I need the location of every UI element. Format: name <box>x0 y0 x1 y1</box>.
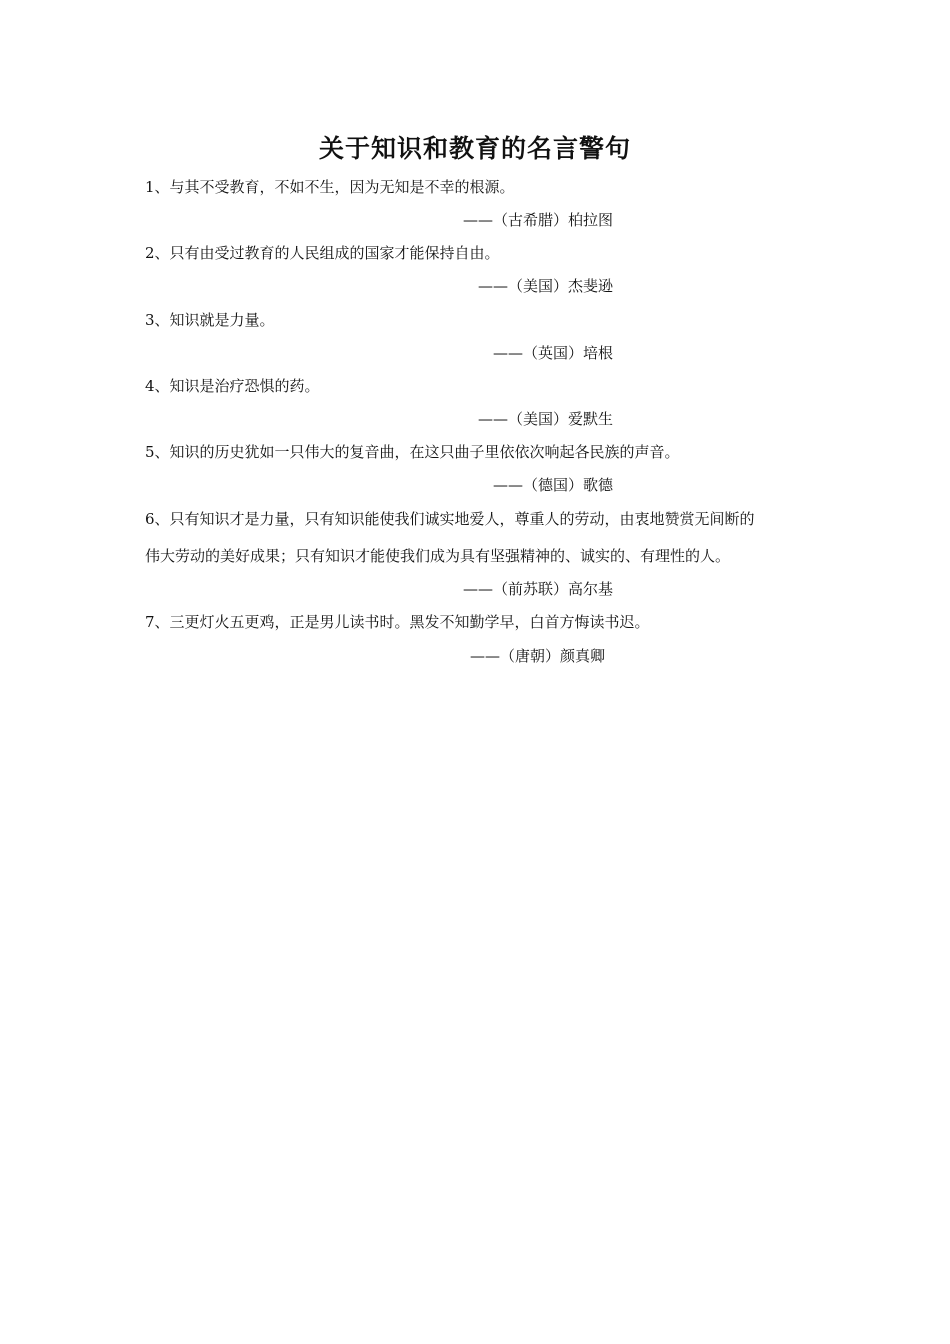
quote-6-text-continued: 伟大劳动的美好成果；只有知识才能使我们成为具有坚强精神的、诚实的、有理性的人。 <box>145 547 731 565</box>
page-title: 关于知识和教育的名言警句 <box>318 134 631 163</box>
quote-3-author: ——（英国）培根 <box>492 344 613 362</box>
quote-6-text: 6、只有知识才是力量，只有知识能使我们诚实地爱人，尊重人的劳动，由衷地赞赏无间断的 <box>145 510 755 528</box>
quote-3-text: 3、知识就是力量。 <box>145 311 275 329</box>
quote-1-author: ——（古希腊）柏拉图 <box>462 211 613 229</box>
quote-5-text: 5、知识的历史犹如一只伟大的复音曲，在这只曲子里依依次响起各民族的声音。 <box>145 443 680 461</box>
quote-6-author: ——（前苏联）高尔基 <box>462 580 613 598</box>
quote-4-author: ——（美国）爱默生 <box>477 410 613 428</box>
quote-1-text: 1、与其不受教育，不如不生，因为无知是不幸的根源。 <box>145 178 515 196</box>
quote-7-author: ——（唐朝）颜真卿 <box>469 647 605 665</box>
quote-4-text: 4、知识是治疗恐惧的药。 <box>145 377 320 395</box>
quote-2-author: ——（美国）杰斐逊 <box>477 277 613 295</box>
quote-7-text: 7、三更灯火五更鸡，正是男儿读书时。黑发不知勤学早，白首方悔读书迟。 <box>145 613 650 631</box>
quote-2-text: 2、只有由受过教育的人民组成的国家才能保持自由。 <box>145 244 500 262</box>
quote-5-author: ——（德国）歌德 <box>492 476 613 494</box>
